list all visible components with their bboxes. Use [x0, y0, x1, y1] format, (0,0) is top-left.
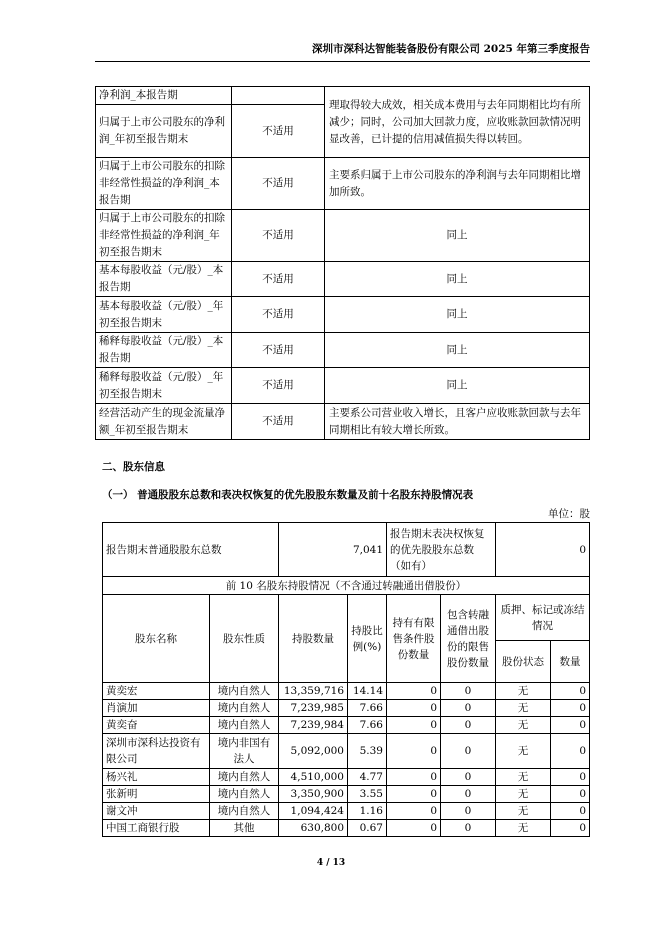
shareholder-table — [102, 522, 590, 837]
holder-name: 深圳市深科达投资有限公司 — [103, 734, 210, 769]
header-pledge-qty: 数量 — [551, 641, 590, 683]
value-cell: 不适用 — [232, 105, 325, 158]
reason-cell: 同上 — [325, 333, 590, 368]
holder-qty: 0 — [551, 803, 590, 820]
holder-status: 无 — [496, 717, 551, 734]
holder-restricted: 0 — [387, 803, 441, 820]
holder-qty: 0 — [551, 717, 590, 734]
holder-lending: 0 — [441, 717, 496, 734]
item-cell: 基本每股收益（元/股）_年初至报告期末 — [96, 297, 232, 333]
holder-restricted: 0 — [387, 683, 441, 700]
holder-restricted: 0 — [387, 700, 441, 717]
unit-label: 单位：股 — [548, 508, 590, 520]
item-cell: 稀释每股收益（元/股）_年初至报告期末 — [96, 368, 232, 404]
holder-status: 无 — [496, 734, 551, 769]
table-row — [103, 717, 590, 734]
item-cell: 归属于上市公司股东的扣除非经常性损益的净利润_本报告期 — [96, 158, 232, 210]
table-row — [103, 523, 590, 577]
holder-nature: 境内自然人 — [210, 683, 279, 700]
holder-nature: 境内自然人 — [210, 786, 279, 803]
holder-status: 无 — [496, 683, 551, 700]
holder-status: 无 — [496, 700, 551, 717]
holder-nature: 境内自然人 — [210, 717, 279, 734]
total-label-cell: 报告期末普通股股东总数 — [103, 523, 279, 577]
holder-quantity: 3,350,900 — [279, 786, 348, 803]
holder-lending: 0 — [441, 820, 496, 837]
reason-cell: 同上 — [325, 297, 590, 333]
table-row — [103, 577, 590, 595]
value-cell: 不适用 — [232, 210, 325, 262]
header-restricted: 持有有限售条件股份数量 — [387, 595, 441, 683]
table-row — [103, 820, 590, 837]
table-row — [103, 803, 590, 820]
value-cell: 不适用 — [232, 404, 325, 440]
section-title: 二、股东信息 — [102, 461, 165, 473]
report-header: 深圳市深科达智能装备股份有限公司 2025 年第三季度报告 — [311, 43, 590, 55]
holder-quantity: 7,239,984 — [279, 717, 348, 734]
value-cell — [232, 87, 325, 105]
holder-status: 无 — [496, 769, 551, 786]
header-name: 股东名称 — [103, 595, 210, 683]
item-cell: 经营活动产生的现金流量净额_年初至报告期末 — [96, 404, 232, 440]
table-row — [96, 333, 590, 368]
holder-lending: 0 — [441, 769, 496, 786]
holder-ratio: 4.77 — [348, 769, 387, 786]
section-subtitle: （一） 普通股股东总数和表决权恢复的优先股股东数量及前十名股东持股情况表 — [102, 489, 474, 501]
value-cell: 不适用 — [232, 262, 325, 297]
holder-name: 张新明 — [103, 786, 210, 803]
holder-restricted: 0 — [387, 769, 441, 786]
holder-name: 谢文冲 — [103, 803, 210, 820]
holder-quantity: 13,359,716 — [279, 683, 348, 700]
holder-quantity: 4,510,000 — [279, 769, 348, 786]
item-cell: 归属于上市公司股东的扣除非经常性损益的净利润_年初至报告期末 — [96, 210, 232, 262]
table-row — [103, 769, 590, 786]
holder-quantity: 1,094,424 — [279, 803, 348, 820]
table-row — [96, 368, 590, 404]
item-cell: 稀释每股收益（元/股）_本报告期 — [96, 333, 232, 368]
holder-lending: 0 — [441, 734, 496, 769]
reason-cell: 同上 — [325, 262, 590, 297]
holder-nature: 境内非国有法人 — [210, 734, 279, 769]
holder-status: 无 — [496, 820, 551, 837]
item-cell: 净利润_本报告期 — [96, 87, 232, 105]
holder-quantity: 630,800 — [279, 820, 348, 837]
holder-status: 无 — [496, 803, 551, 820]
header-lending: 包含转融通借出股份的限售股份数量 — [441, 595, 496, 683]
value-cell: 不适用 — [232, 333, 325, 368]
holder-qty: 0 — [551, 700, 590, 717]
total-value-cell: 7,041 — [279, 523, 387, 577]
holder-nature: 境内自然人 — [210, 803, 279, 820]
holder-name: 中国工商银行股 — [103, 820, 210, 837]
holder-name: 黄奕奋 — [103, 717, 210, 734]
table-row — [96, 87, 590, 105]
header-pledge: 质押、标记或冻结情况 — [496, 595, 590, 641]
item-cell: 归属于上市公司股东的净利润_年初至报告期末 — [96, 105, 232, 158]
value-cell: 不适用 — [232, 158, 325, 210]
holder-ratio: 7.66 — [348, 717, 387, 734]
holder-qty: 0 — [551, 820, 590, 837]
holder-ratio: 5.39 — [348, 734, 387, 769]
holder-restricted: 0 — [387, 786, 441, 803]
holder-lending: 0 — [441, 803, 496, 820]
holder-name: 黄奕宏 — [103, 683, 210, 700]
table-row — [103, 786, 590, 803]
holder-restricted: 0 — [387, 717, 441, 734]
holder-lending: 0 — [441, 700, 496, 717]
change-reason-table — [95, 86, 590, 440]
item-cell: 基本每股收益（元/股）_本报告期 — [96, 262, 232, 297]
table-row — [96, 404, 590, 440]
header-ratio: 持股比例(%) — [348, 595, 387, 683]
reason-cell: 主要系公司营业收入增长，且客户应收账款回款与去年同期相比有较大增长所致。 — [325, 404, 590, 440]
holder-qty: 0 — [551, 734, 590, 769]
header-row — [103, 595, 590, 641]
holder-quantity: 7,239,985 — [279, 700, 348, 717]
holder-name: 杨兴礼 — [103, 769, 210, 786]
holder-nature: 境内自然人 — [210, 700, 279, 717]
holder-lending: 0 — [441, 683, 496, 700]
pref-label-cell: 报告期末表决权恢复的优先股股东总数（如有） — [387, 523, 496, 577]
table-row — [96, 262, 590, 297]
reason-cell: 理取得较大成效，相关成本费用与去年同期相比均有所减少；同时，公司加大回款力度，应收账款回款情况明显改善，已计提的信用减值损失得以转回。 — [325, 87, 590, 158]
reason-cell: 同上 — [325, 368, 590, 404]
header-pledge-status: 股份状态 — [496, 641, 551, 683]
holder-nature: 其他 — [210, 820, 279, 837]
holder-restricted: 0 — [387, 734, 441, 769]
table-row — [96, 297, 590, 333]
table-row — [103, 734, 590, 769]
table-row — [103, 683, 590, 700]
holder-qty: 0 — [551, 769, 590, 786]
pref-value-cell: 0 — [496, 523, 590, 577]
table-row — [96, 158, 590, 210]
holder-restricted: 0 — [387, 820, 441, 837]
holder-qty: 0 — [551, 683, 590, 700]
value-cell: 不适用 — [232, 368, 325, 404]
holder-qty: 0 — [551, 786, 590, 803]
table-row — [103, 700, 590, 717]
page-number: 4 / 13 — [316, 858, 346, 868]
top10-title-cell: 前 10 名股东持股情况（不含通过转融通出借股份） — [103, 577, 590, 595]
holder-lending: 0 — [441, 786, 496, 803]
reason-cell: 主要系归属于上市公司股东的净利润与去年同期相比增加所致。 — [325, 158, 590, 210]
table-row — [96, 210, 590, 262]
holder-ratio: 1.16 — [348, 803, 387, 820]
reason-cell: 同上 — [325, 210, 590, 262]
holder-status: 无 — [496, 786, 551, 803]
value-cell: 不适用 — [232, 297, 325, 333]
holder-ratio: 3.55 — [348, 786, 387, 803]
header-nature: 股东性质 — [210, 595, 279, 683]
holder-nature: 境内自然人 — [210, 769, 279, 786]
header-rule — [95, 61, 590, 62]
holder-ratio: 0.67 — [348, 820, 387, 837]
holder-ratio: 14.14 — [348, 683, 387, 700]
holder-ratio: 7.66 — [348, 700, 387, 717]
holder-quantity: 5,092,000 — [279, 734, 348, 769]
header-quantity: 持股数量 — [279, 595, 348, 683]
holder-name: 肖演加 — [103, 700, 210, 717]
